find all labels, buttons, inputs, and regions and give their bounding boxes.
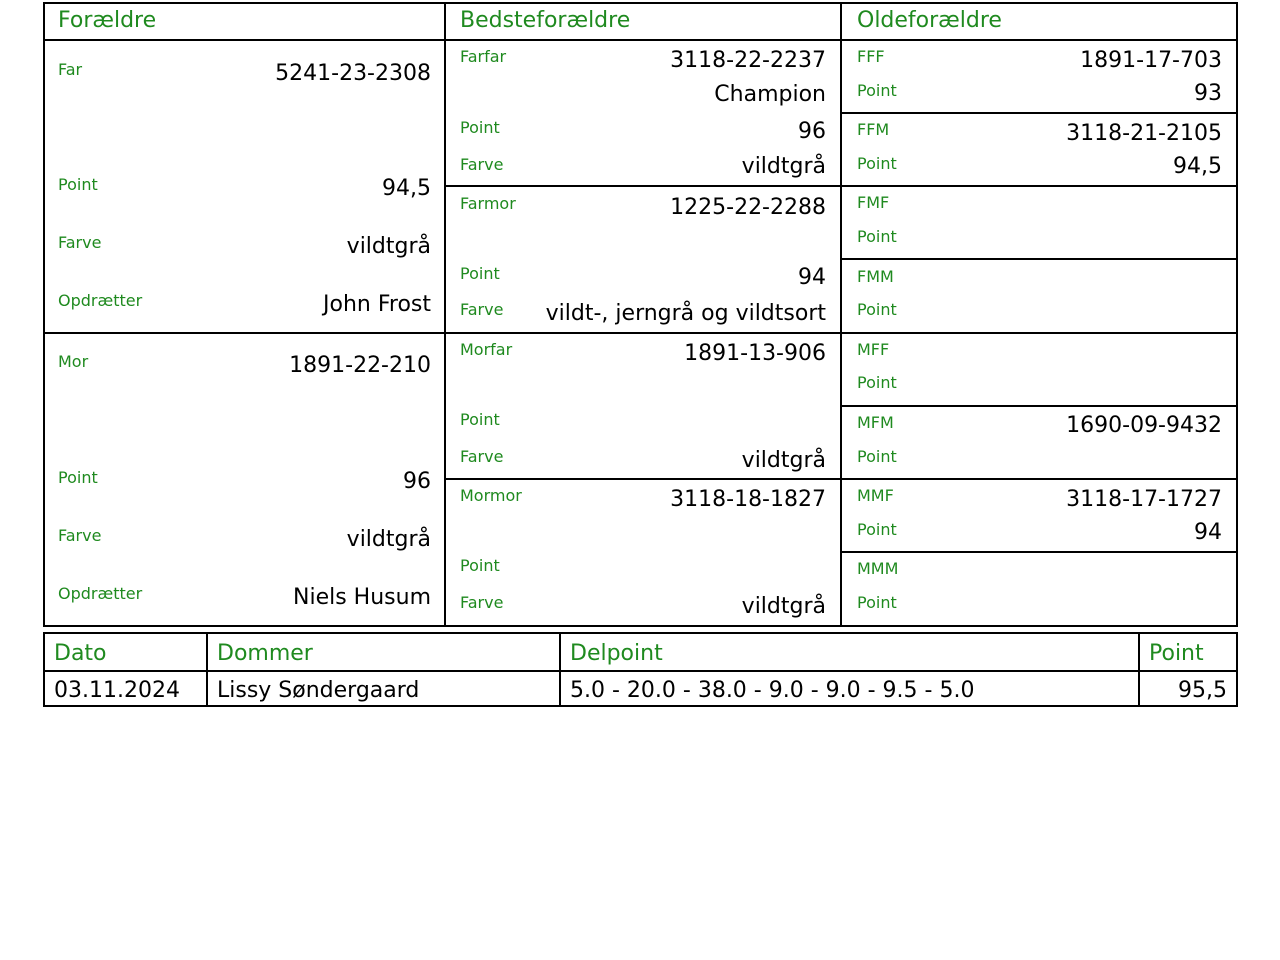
ggp-divider-2 [840,185,1238,187]
morfar-farve: vildtgrå [741,448,826,473]
ffm-point: 94,5 [1173,154,1222,179]
fmf-label: FMF [857,193,890,212]
judging-col-divider-3 [1138,632,1140,707]
ggp-divider-6 [840,478,1238,480]
judging-header-point: Point [1149,641,1204,666]
mfm-id: 1690-09-9432 [1066,413,1222,438]
mmf-label: MMF [857,486,894,505]
grandparents-divider-1 [444,185,842,187]
ffm-label: FFM [857,120,890,139]
farfar-point: 96 [798,119,826,144]
ffm-point-label: Point [857,154,897,173]
mormor-id: 3118-18-1827 [670,487,826,512]
mfm-label: MFM [857,413,894,432]
column-divider-2 [840,2,842,627]
far-id: 5241-23-2308 [275,61,431,86]
mor-point-label: Point [58,468,98,487]
mor-farve: vildtgrå [346,527,431,552]
mmm-label: MMM [857,559,899,578]
judging-dommer: Lissy Søndergaard [217,678,420,703]
judging-header-delpoint: Delpoint [570,641,663,666]
far-farve: vildtgrå [346,234,431,259]
ggp-divider-1 [840,112,1238,114]
farfar-farve: vildtgrå [741,154,826,179]
farmor-farve: vildt-, jerngrå og vildtsort [545,301,826,326]
mor-opdraetter-label: Opdrætter [58,584,143,603]
fmm-label: FMM [857,267,894,286]
mmf-id: 3118-17-1727 [1066,487,1222,512]
mmm-point-label: Point [857,593,897,612]
mor-point: 96 [403,469,431,494]
far-farve-label: Farve [58,233,102,252]
judging-col-divider-2 [559,632,561,707]
far-point: 94,5 [382,176,431,201]
judging-col-divider-1 [206,632,208,707]
morfar-id: 1891-13-906 [684,341,826,366]
farfar-farve-label: Farve [460,155,504,174]
pedigree-header-divider [43,39,1238,41]
farfar-point-label: Point [460,118,500,137]
column-divider-1 [444,2,446,627]
mor-farve-label: Farve [58,526,102,545]
mor-opdraetter: Niels Husum [293,585,431,610]
far-point-label: Point [58,175,98,194]
parents-divider [43,332,446,334]
fmf-point-label: Point [857,227,897,246]
mmf-point-label: Point [857,520,897,539]
farfar-title: Champion [714,82,826,107]
farfar-id: 3118-22-2237 [670,48,826,73]
morfar-label: Morfar [460,340,513,359]
farmor-point: 94 [798,265,826,290]
farmor-point-label: Point [460,264,500,283]
far-opdraetter-label: Opdrætter [58,291,143,310]
farmor-label: Farmor [460,194,516,213]
ggp-divider-7 [840,551,1238,553]
fmm-point-label: Point [857,300,897,319]
farfar-label: Farfar [460,47,507,66]
mor-id: 1891-22-210 [289,353,431,378]
fff-label: FFF [857,47,885,66]
mor-label: Mor [58,352,89,371]
farmor-id: 1225-22-2288 [670,195,826,220]
grandparents-divider-2 [444,332,842,334]
ggp-divider-4 [840,332,1238,334]
morfar-farve-label: Farve [460,447,504,466]
fff-point: 93 [1194,81,1222,106]
mormor-farve-label: Farve [460,593,504,612]
fff-id: 1891-17-703 [1080,48,1222,73]
judging-dato: 03.11.2024 [54,678,180,703]
judging-header-divider [43,670,1238,672]
far-opdraetter: John Frost [323,292,431,317]
mormor-farve: vildtgrå [741,594,826,619]
mff-label: MFF [857,340,890,359]
judging-delpoint: 5.0 - 20.0 - 38.0 - 9.0 - 9.0 - 9.5 - 5.0 [570,678,975,703]
far-label: Far [58,60,83,79]
fff-point-label: Point [857,81,897,100]
header-greatgrandparents: Oldeforældre [857,8,1002,33]
judging-point: 95,5 [1178,678,1227,703]
mfm-point-label: Point [857,447,897,466]
farmor-farve-label: Farve [460,300,504,319]
mormor-point-label: Point [460,556,500,575]
mmf-point: 94 [1194,520,1222,545]
ffm-id: 3118-21-2105 [1066,121,1222,146]
judging-header-dommer: Dommer [217,641,313,666]
ggp-divider-3 [840,258,1238,260]
header-grandparents: Bedsteforældre [460,8,631,33]
header-parents: Forældre [58,8,157,33]
mff-point-label: Point [857,373,897,392]
judging-header-dato: Dato [54,641,107,666]
ggp-divider-5 [840,405,1238,407]
grandparents-divider-3 [444,478,842,480]
morfar-point-label: Point [460,410,500,429]
mormor-label: Mormor [460,486,522,505]
